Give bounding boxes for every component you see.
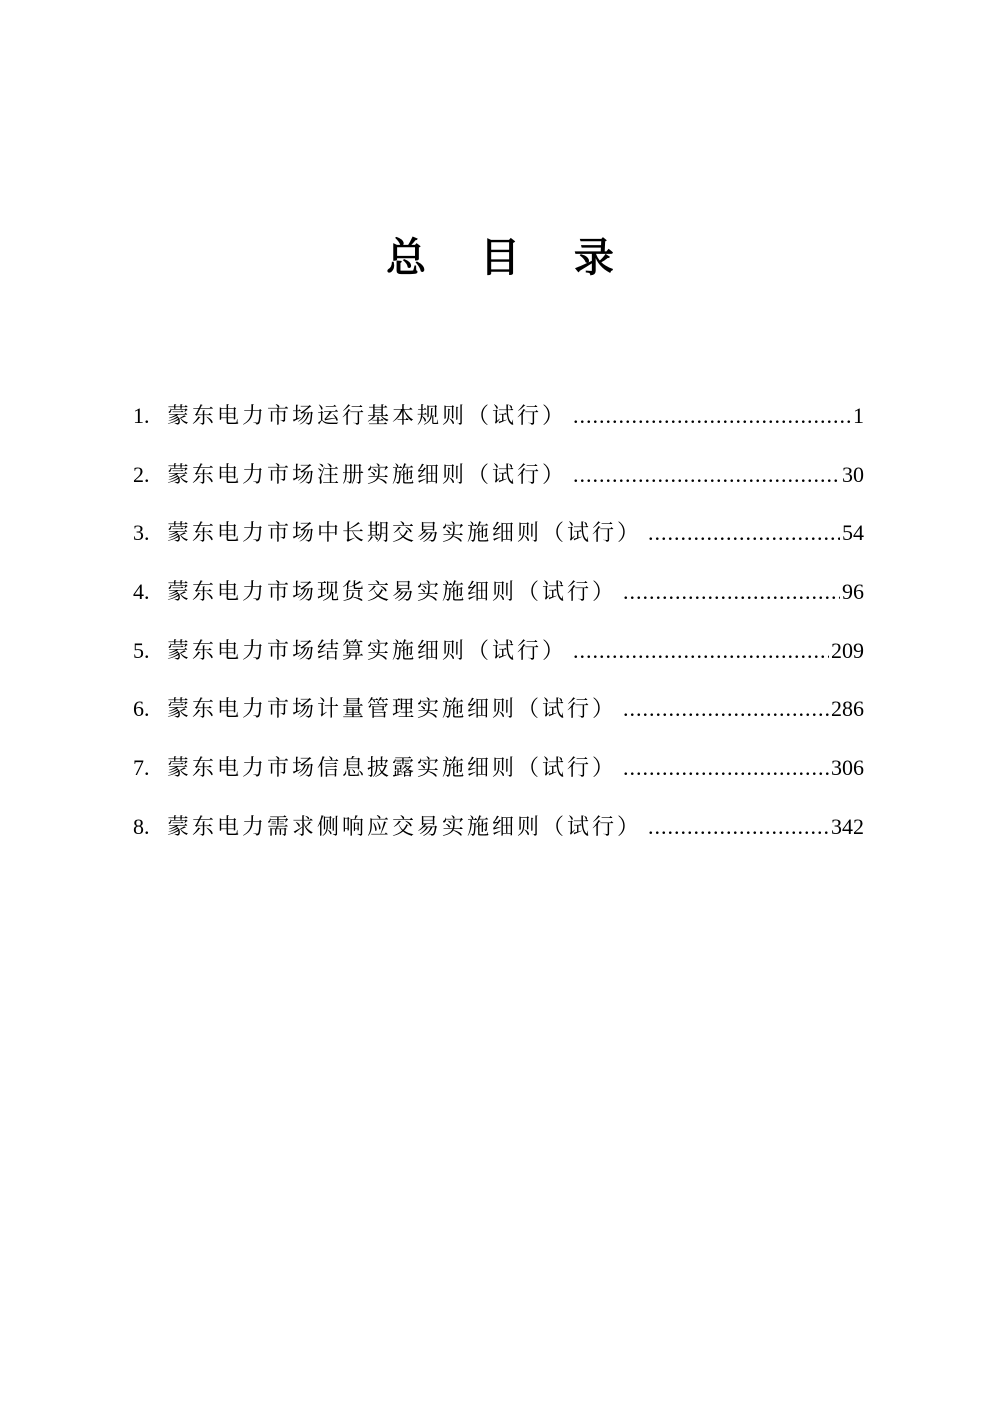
toc-entry-number: 1. [133, 403, 150, 428]
toc-entry-number: 2. [133, 461, 150, 487]
toc-entry-number: 8. [133, 813, 150, 839]
toc-entry-title: 蒙东电力市场注册实施细则（试行） [167, 462, 568, 488]
toc-dot-leader [623, 689, 829, 729]
toc-entry-8[interactable] [133, 807, 864, 866]
toc-entry-page: 286 [831, 696, 864, 722]
toc-entry-page: 1 [853, 403, 864, 428]
toc-entry-2[interactable] [133, 455, 864, 514]
toc-entry-title: 蒙东电力需求侧响应交易实施细则（试行） [167, 814, 643, 840]
toc-entry-title: 蒙东电力市场信息披露实施细则（试行） [167, 756, 618, 782]
toc-entry-title: 蒙东电力市场现货交易实施细则（试行） [167, 580, 618, 606]
toc-entry-number: 5. [133, 637, 150, 663]
toc-entry-title: 蒙东电力市场中长期交易实施细则（试行） [167, 521, 643, 547]
toc-entry-7[interactable] [133, 748, 864, 807]
toc-entry-5[interactable] [133, 631, 864, 690]
toc-entry-page: 96 [842, 579, 864, 605]
toc-entry-number: 3. [133, 520, 150, 546]
toc-entry-title: 蒙东电力市场结算实施细则（试行） [167, 638, 568, 664]
toc-entry-page: 342 [831, 813, 864, 839]
toc-dot-leader [648, 513, 840, 553]
toc-entry-3[interactable] [133, 513, 864, 572]
toc-dot-leader [573, 396, 851, 436]
toc-entry-page: 54 [842, 520, 864, 546]
page-title: 总 目 录 [386, 235, 634, 281]
toc-entry-page: 306 [831, 755, 864, 781]
toc-entry-page: 30 [842, 461, 864, 487]
toc-entry-page: 209 [831, 637, 864, 663]
toc-dot-leader [623, 748, 829, 788]
toc-entry-number: 7. [133, 755, 150, 781]
toc-entry-title: 蒙东电力市场运行基本规则（试行） [167, 404, 568, 429]
toc-entry-1[interactable] [133, 396, 864, 455]
toc-dot-leader [573, 455, 840, 495]
toc-entry-4[interactable] [133, 572, 864, 631]
table-of-contents [133, 396, 864, 866]
toc-dot-leader [573, 631, 829, 671]
toc-dot-leader [623, 572, 840, 612]
toc-entry-number: 4. [133, 579, 150, 605]
toc-entry-number: 6. [133, 696, 150, 722]
toc-entry-title: 蒙东电力市场计量管理实施细则（试行） [167, 697, 618, 723]
toc-dot-leader [648, 807, 829, 847]
toc-entry-6[interactable] [133, 689, 864, 748]
